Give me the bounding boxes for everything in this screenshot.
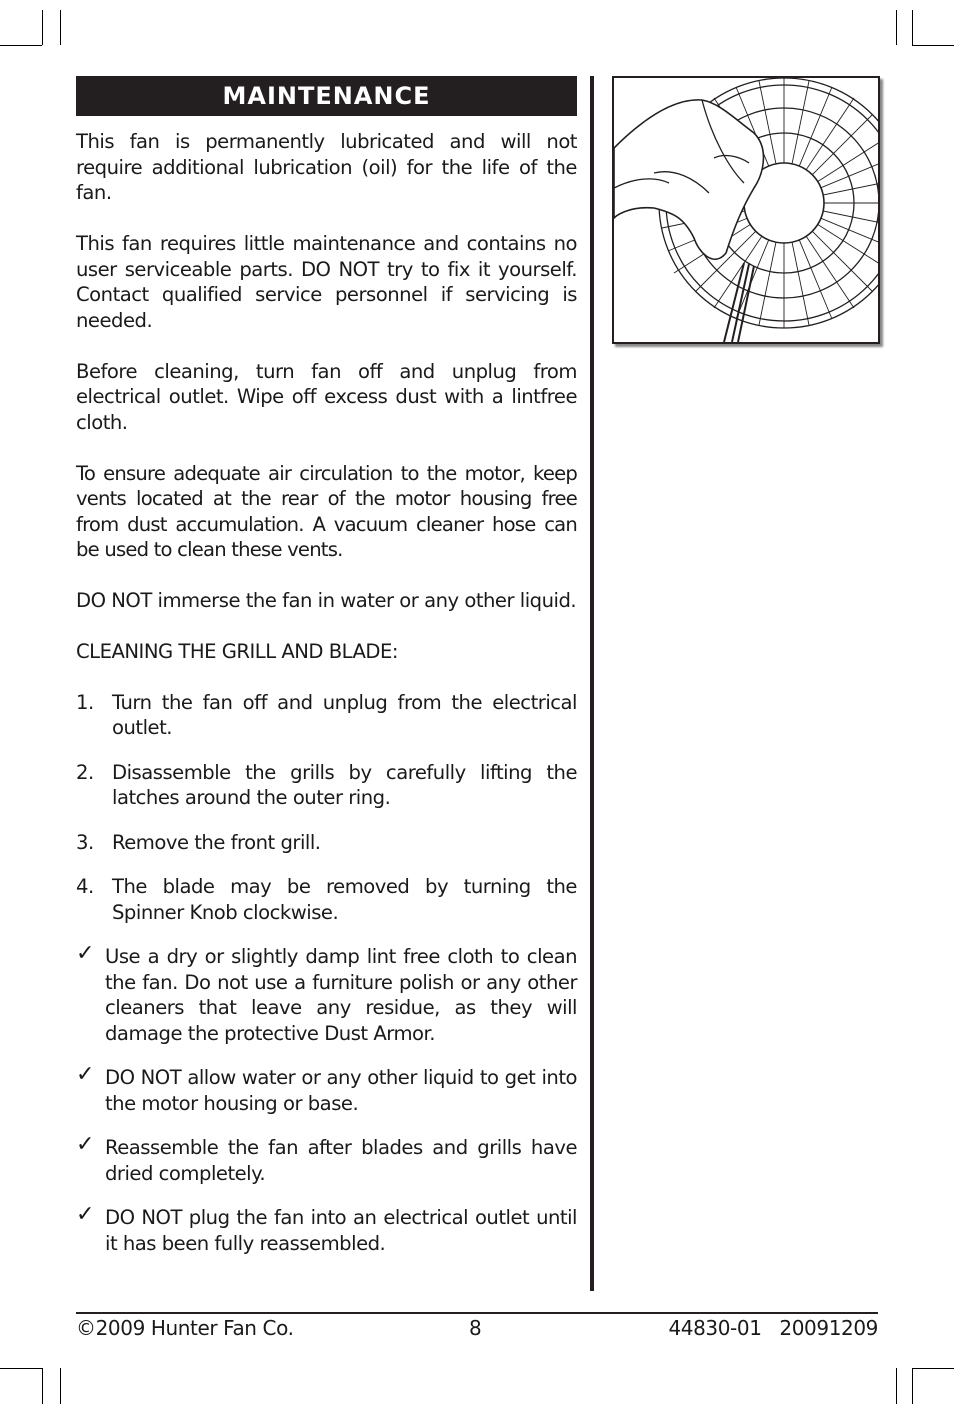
checkmark-icon: ✓	[76, 1202, 94, 1227]
step-number: 3.	[76, 830, 94, 854]
checkmark-icon: ✓	[76, 1132, 94, 1157]
list-item	[76, 830, 577, 856]
list-item	[76, 1062, 577, 1116]
list-item	[76, 690, 577, 741]
step-text: Remove the front grill.	[112, 830, 321, 854]
list-item	[76, 1202, 577, 1256]
footer-copyright: ©2009 Hunter Fan Co.	[76, 1316, 294, 1340]
check-text: Reassemble the fan after blades and grills have dried completely.	[105, 1136, 577, 1185]
list-item	[76, 1132, 577, 1186]
fan-cleaning-illustration	[612, 76, 880, 344]
page-number: 8	[469, 1316, 482, 1340]
checkmark-icon: ✓	[76, 941, 94, 966]
list-item	[76, 941, 577, 1046]
step-number: 1.	[76, 690, 94, 714]
step-text: Turn the fan off and unplug from the electrical outlet.	[112, 690, 577, 739]
paragraph-service: This fan requires little maintenance and contains no user serviceable parts. DO NOT try to fix it yourself. Contact qualified service personnel if servicing is needed.	[76, 232, 577, 332]
step-number: 4.	[76, 875, 94, 898]
check-text: DO NOT allow water or any other liquid to get into the motor housing or base.	[105, 1066, 577, 1115]
list-item	[76, 760, 577, 811]
paragraph-immerse-warning: DO NOT immerse the fan in water or any other liquid.	[76, 589, 577, 612]
footer-doc-code: 44830-01 20091209	[668, 1316, 878, 1340]
step-number: 2.	[76, 760, 94, 784]
check-text: Use a dry or slightly damp lint free cloth to clean the fan. Do not use a furniture polish or any other cleaners that leave any residue, as they will damage the protective Dust Armor.	[105, 945, 577, 1045]
paragraph-before-cleaning: Before cleaning, turn fan off and unplug from electrical outlet. Wipe off excess dust with a lintfree cloth.	[76, 359, 577, 434]
checkmark-icon: ✓	[76, 1062, 94, 1087]
maintenance-text	[76, 129, 577, 1256]
list-item	[76, 874, 577, 925]
subheading-cleaning: CLEANING THE GRILL AND BLADE:	[76, 640, 398, 663]
section-header	[76, 76, 577, 116]
step-text: The blade may be removed by turning the Spinner Knob clockwise.	[112, 875, 577, 924]
step-text: Disassemble the grills by carefully lifting the latches around the outer ring.	[112, 760, 577, 809]
fan-grill-icon	[614, 78, 878, 342]
paragraph-vents: To ensure adequate air circulation to the motor, keep vents located at the rear of the motor housing free from dust accumulation. A vacuum cleaner hose can be used to clean these vents.	[76, 461, 577, 561]
paragraph-lubrication: This fan is permanently lubricated and will not require additional lubrication (oil) for the life of the fan.	[76, 130, 577, 204]
section-title: MAINTENANCE	[222, 82, 431, 110]
check-text: DO NOT plug the fan into an electrical outlet until it has been fully reassembled.	[105, 1206, 577, 1255]
footer-divider	[76, 1312, 878, 1314]
column-divider	[590, 76, 594, 1291]
